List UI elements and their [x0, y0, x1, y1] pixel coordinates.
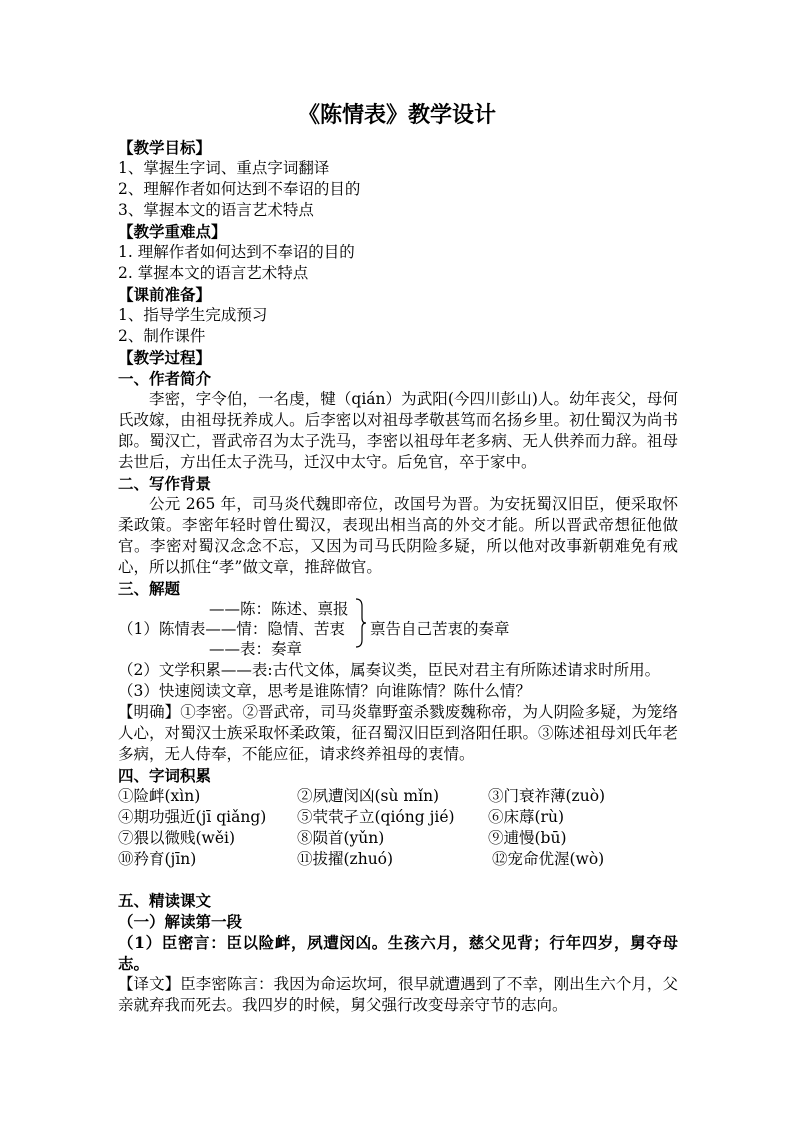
vocab-item: ⑩矜育(jīn) [118, 850, 197, 868]
vocab-item: ⑥床蓐(rù) [488, 808, 564, 826]
prep-item: 1、指导学生完成预习 [118, 306, 268, 324]
prep-item: 2、制作课件 [118, 327, 206, 345]
vocab-item: ⑨逋慢(bū) [488, 829, 567, 847]
section-vocab-heading: 四、字词积累 [118, 766, 212, 785]
page-title: 《陈情表》教学设计 [297, 102, 496, 128]
right-brace [355, 598, 367, 648]
translation-paragraph: 【译文】臣李密陈言：我因为命运坎坷，很早就遭遇到了不幸，刚出生六个月，父亲就弃我而死去。我四岁的时候，舅父强行改变母亲守节的志向。 [118, 975, 678, 1014]
key-points-item: 2. 掌握本文的语言艺术特点 [118, 264, 309, 282]
goals-item: 1、掌握生字词、重点字词翻译 [118, 159, 330, 177]
diagram-chen: ——陈：陈述、禀报 [209, 600, 349, 618]
vocab-item: ⑫宠命优渥(wò) [492, 850, 605, 868]
vocab-item: ⑪拔擢(zhuó) [297, 850, 394, 868]
diagram-main: （1）陈情表——情：隐情、苦衷 [118, 620, 345, 638]
vocab-item: ⑧陨首(yǔn) [297, 829, 385, 847]
vocab-item: ④期功强近(jī qiǎng) [118, 808, 267, 826]
goals-item: 3、掌握本文的语言艺术特点 [118, 201, 314, 219]
goals-heading: 【教学目标】 [118, 138, 212, 157]
prep-heading: 【课前准备】 [118, 285, 212, 304]
section-reading-heading: 五、精读课文 [118, 891, 212, 910]
vocab-item: ⑦猥以微贱(wěi) [118, 829, 235, 847]
vocab-item: ⑤茕茕孑立(qióng jié) [297, 808, 455, 826]
goals-item: 2、理解作者如何达到不奉诏的目的 [118, 180, 361, 198]
background-paragraph: 公元 265 年，司马炎代魏即帝位，改国号为晋。为安抚蜀汉旧臣，便采取怀柔政策。李密年轻时曾仕蜀汉，表现出相当高的外交才能。所以晋武帝想征他做官。李密对蜀汉念念不忘，又因为司马氏阴险多疑，所以他对改事新朝难免有戒心，所以抓住“孝”做文章，推辞做官。 [118, 495, 678, 576]
subsection-heading: （一）解读第一段 [118, 912, 243, 931]
key-points-item: 1. 理解作者如何达到不奉诏的目的 [118, 243, 355, 261]
diagram-biao: ——表：奏章 [209, 640, 303, 658]
reading-question: （3）快速阅读文章，思考是谁陈情？向谁陈情？陈什么情？ [118, 682, 531, 700]
vocab-item: ②夙遭闵凶(sù mǐn) [297, 787, 440, 805]
answer-paragraph: 【明确】①李密。②晋武帝，司马炎靠野蛮杀戮废魏称帝，为人阴险多疑，为笼络人心，对蜀汉士族采取怀柔政策，征召蜀汉旧臣到洛阳任职。③陈述祖母刘氏年老多病，无人侍奉，不能应征，请求终养祖母的衷情。 [118, 703, 678, 763]
section-title-explain-heading: 三、解题 [118, 579, 181, 598]
author-intro-paragraph: 李密，字令伯，一名虔，犍（qián）为武阳(今四川彭山)人。幼年丧父，母何氏改嫁，由祖母抚养成人。后李密以对祖母孝敬甚笃而名扬乡里。初仕蜀汉为尚书郎。蜀汉亡，晋武帝召为太子洗马，李密以祖母年老多病、无人供养而力辞。祖母去世后，方出任太子洗马，迁汉中太守。后免官，卒于家中。 [118, 390, 678, 471]
section-author-heading: 一、作者简介 [118, 369, 212, 388]
process-heading: 【教学过程】 [118, 348, 212, 367]
diagram-summary: 禀告自己苦衷的奏章 [370, 620, 510, 638]
source-quote: （1）臣密言：臣以险衅，夙遭闵凶。生孩六月，慈父见背；行年四岁，舅夺母志。 [118, 933, 678, 973]
section-background-heading: 二、写作背景 [118, 474, 212, 493]
literature-note: （2）文学积累——表:古代文体，属奏议类，臣民对君主有所陈述请求时所用。 [118, 661, 661, 679]
vocab-item: ③门衰祚薄(zuò) [488, 787, 606, 805]
key-points-heading: 【教学重难点】 [118, 222, 227, 241]
vocab-item: ①险衅(xìn) [118, 787, 201, 805]
